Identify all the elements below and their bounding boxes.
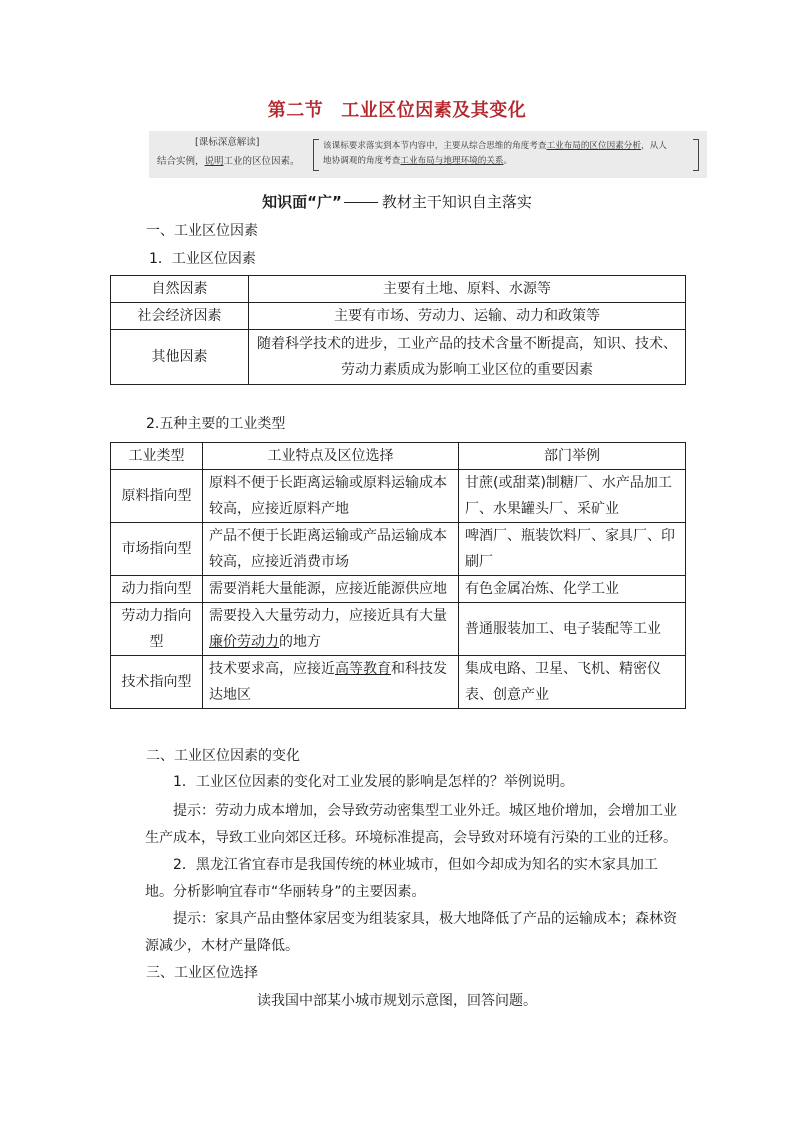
table-row — [111, 656, 686, 709]
answer-1: 提示：劳动力成本增加，会导致劳动密集型工业外迁。城区地价增加，会增加工业生产成本，导致工业向郊区迁移。环境标准提高，会导致对环境有污染的工业的迁移。 — [145, 803, 677, 846]
factor-content: 随着科学技术的进步，工业产品的技术含量不断提高，知识、技术、劳动力素质成为影响工业区位的重要因素 — [249, 330, 686, 385]
industry-type: 技术指向型 — [111, 656, 203, 709]
interp-line1-b: ，从人 — [641, 141, 667, 151]
industry-feature: 原料不便于长距离运输或原料运输成本较高，应接近原料产地 — [203, 470, 459, 523]
question-2: 2．黑龙江省宜春市是我国传统的林业城市，但如今却成为知名的实木家具加工地。分析影响宜春市“华丽转身”的主要因素。 — [145, 857, 658, 900]
industry-type: 市场指向型 — [111, 523, 203, 576]
interp-line2-u: 工业布局与地理环境的关系 — [400, 156, 504, 166]
industry-type: 动力指向型 — [111, 576, 203, 603]
standard-tag: [课标深意解读] — [195, 137, 260, 148]
banner-bold: 知识面“广” — [262, 193, 342, 211]
section-title: 工业区位因素及其变化 — [341, 100, 527, 121]
interp-line2-a: 地协调观的角度考查 — [323, 156, 401, 166]
standard-left-underlined: 说明 — [204, 156, 224, 167]
curriculum-standard-box — [149, 131, 707, 178]
table-row — [111, 303, 686, 330]
section2-heading: 二、工业区位因素的变化 — [146, 748, 300, 764]
industry-types-table — [110, 442, 686, 709]
feature-text-underlined: 高等教育 — [335, 661, 391, 677]
interp-line1-u: 工业布局的区位因素分析 — [546, 141, 641, 151]
standard-interpretation — [323, 139, 688, 169]
bracket-left — [313, 139, 319, 171]
industry-feature: 需要消耗大量能源，应接近能源供应地 — [203, 576, 459, 603]
section1-sub1: 1．工业区位因素 — [149, 251, 256, 267]
page-title — [0, 96, 794, 122]
section3-instruction: 读我国中部某小城市规划示意图，回答问题。 — [257, 993, 537, 1009]
section1-sub2: 2.五种主要的工业类型 — [146, 416, 286, 432]
feature-text-b: 和科技发达地区 — [209, 661, 447, 703]
standard-left-prefix: 结合实例， — [157, 156, 205, 167]
feature-text-a: 需要投入大量劳动力，应接近具有大量 — [209, 608, 447, 624]
table-row — [111, 276, 686, 303]
industry-example: 甘蔗(或甜菜)制糖厂、水产品加工厂、水果罐头厂、采矿业 — [459, 470, 686, 523]
table-row — [111, 470, 686, 523]
section1-heading: 一、工业区位因素 — [146, 223, 258, 239]
location-factors-table — [110, 275, 686, 385]
bracket-right — [693, 139, 699, 171]
feature-text-underlined: 廉价劳动力 — [209, 634, 279, 650]
factor-label: 自然因素 — [111, 276, 249, 303]
section3-heading: 三、工业区位选择 — [146, 965, 258, 981]
industry-example: 普通服装加工、电子装配等工业 — [459, 603, 686, 656]
industry-example: 啤酒厂、瓶装饮料厂、家具厂、印刷厂 — [459, 523, 686, 576]
header-example: 部门举例 — [459, 443, 686, 470]
industry-feature: 产品不便于长距离运输或产品运输成本较高，应接近消费市场 — [203, 523, 459, 576]
industry-example: 有色金属冶炼、化学工业 — [459, 576, 686, 603]
table-row — [111, 603, 686, 656]
table-header-row — [111, 443, 686, 470]
banner-rest: 教材主干知识自主落实 — [381, 193, 532, 211]
header-type: 工业类型 — [111, 443, 203, 470]
factor-content: 主要有土地、原料、水源等 — [249, 276, 686, 303]
industry-feature — [203, 656, 459, 709]
table-row — [111, 330, 686, 385]
section-number: 第二节 — [267, 100, 324, 121]
industry-feature — [203, 603, 459, 656]
header-feature: 工业特点及区位选择 — [203, 443, 459, 470]
factor-content: 主要有市场、劳动力、运输、动力和政策等 — [249, 303, 686, 330]
industry-type: 劳动力指向型 — [111, 603, 203, 656]
banner-dash — [344, 202, 378, 203]
factor-label: 社会经济因素 — [111, 303, 249, 330]
industry-example: 集成电路、卫星、飞机、精密仪表、创意产业 — [459, 656, 686, 709]
standard-requirement — [157, 153, 300, 167]
feature-text-b: 的地方 — [279, 634, 321, 650]
table-row — [111, 576, 686, 603]
table-row — [111, 523, 686, 576]
interp-line2-b: 。 — [503, 156, 513, 166]
standard-left-suffix: 工业的区位因素。 — [223, 156, 300, 167]
feature-text-a: 技术要求高，应接近 — [209, 661, 335, 677]
answer-2: 提示：家具产品由整体家居变为组装家具，极大地降低了产品的运输成本；森林资源减少，木材产量降低。 — [145, 911, 677, 954]
knowledge-banner — [0, 191, 794, 212]
question-1: 1．工业区位因素的变化对工业发展的影响是怎样的？举例说明。 — [173, 774, 574, 790]
factor-label: 其他因素 — [111, 330, 249, 385]
industry-type: 原料指向型 — [111, 470, 203, 523]
interp-line1-a: 该课标要求落实到本节内容中，主要从综合思维的角度考查 — [323, 141, 547, 151]
